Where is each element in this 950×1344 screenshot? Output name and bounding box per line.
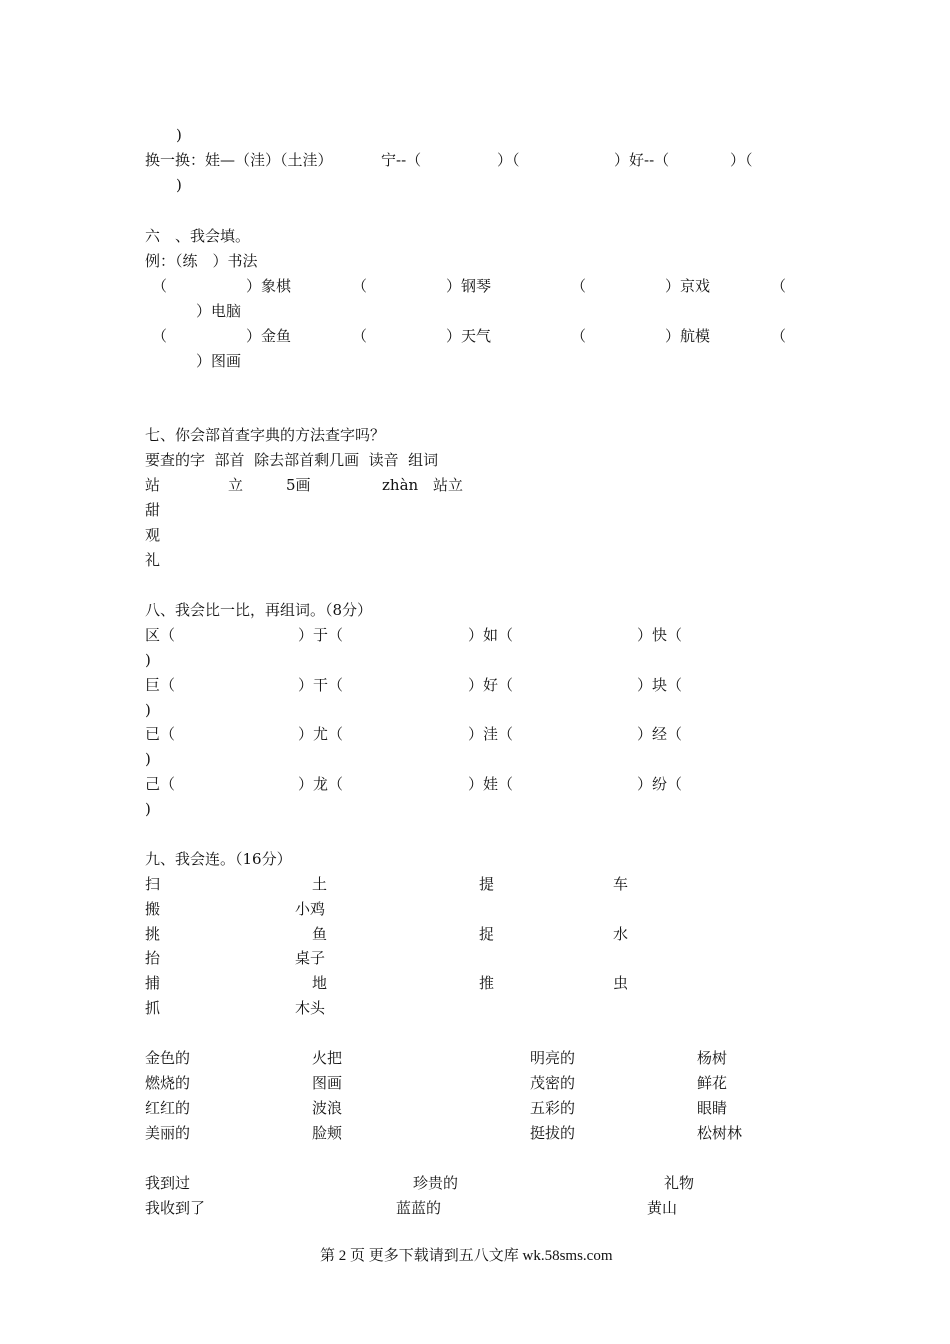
- match-word: 木头: [295, 999, 326, 1017]
- match-word: 脸颊: [312, 1124, 343, 1142]
- compare-cell: ）经（: [637, 725, 683, 743]
- swap-item: ）（: [730, 151, 753, 169]
- compare-cell: ）如（: [468, 626, 514, 644]
- compare-wrap: ): [145, 750, 151, 768]
- fill-cell: （: [352, 277, 368, 295]
- section-heading: 六 、我会填。: [145, 227, 251, 245]
- match-word: 红红的: [145, 1099, 191, 1117]
- fill-cell: ）象棋: [246, 277, 292, 295]
- fill-cell: （: [571, 327, 587, 345]
- match-word: 火把: [312, 1049, 343, 1067]
- section-heading: 七、你会部首查字典的方法查字吗？: [145, 426, 386, 444]
- match-word: 捉: [479, 925, 495, 943]
- match-word: 眼睛: [697, 1099, 728, 1117]
- match-word: 我到过: [145, 1174, 191, 1192]
- swap-item: ）（: [497, 151, 520, 169]
- match-word: 车: [613, 875, 629, 893]
- compare-cell: 已（: [145, 725, 176, 743]
- section-heading: 八、我会比一比，再组词。（8分）: [145, 601, 373, 619]
- match-word: 挑: [145, 925, 161, 943]
- fill-cell: ）金鱼: [246, 327, 292, 345]
- table-cell: 站立: [433, 476, 464, 494]
- compare-wrap: ): [145, 800, 151, 818]
- match-word: 水: [613, 925, 629, 943]
- match-word: 黄山: [647, 1199, 678, 1217]
- match-word: 珍贵的: [413, 1174, 459, 1192]
- match-word: 金色的: [145, 1049, 191, 1067]
- fill-cell: （: [771, 277, 787, 295]
- match-word: 抓: [145, 999, 161, 1017]
- fill-cell: ）图画: [196, 352, 242, 370]
- match-word: 推: [479, 974, 495, 992]
- table-cell: 礼: [145, 551, 161, 569]
- match-word: 土: [312, 875, 328, 893]
- match-word: 挺拔的: [530, 1124, 576, 1142]
- fill-cell: （: [571, 277, 587, 295]
- table-cell: 立: [228, 476, 244, 494]
- match-word: 虫: [613, 974, 629, 992]
- match-word: 蓝蓝的: [396, 1199, 442, 1217]
- fill-cell: ）钢琴: [446, 277, 492, 295]
- section-heading: 九、我会连。（16分）: [145, 850, 292, 868]
- fill-cell: ）航模: [665, 327, 711, 345]
- match-word: 抬: [145, 949, 161, 967]
- match-word: 茂密的: [530, 1074, 576, 1092]
- paren-close: ): [176, 176, 182, 194]
- swap-item: 娃—（洼）（土洼）: [205, 151, 333, 169]
- fill-cell: （: [352, 327, 368, 345]
- match-word: 鲜花: [697, 1074, 728, 1092]
- match-word: 礼物: [664, 1174, 695, 1192]
- table-cell: 甜: [145, 501, 161, 519]
- compare-wrap: ): [145, 651, 151, 669]
- compare-cell: ）块（: [637, 676, 683, 694]
- table-cell: 5画: [286, 476, 311, 494]
- match-word: 燃烧的: [145, 1074, 191, 1092]
- paren-close: ): [176, 126, 182, 144]
- table-cell: 观: [145, 526, 161, 544]
- match-word: 搬: [145, 900, 161, 918]
- match-word: 地: [312, 974, 328, 992]
- match-word: 我收到了: [145, 1199, 206, 1217]
- fill-cell: （: [771, 327, 787, 345]
- fill-cell: （: [152, 277, 168, 295]
- match-word: 小鸡: [295, 900, 326, 918]
- swap-item: 宁--（: [381, 151, 422, 169]
- compare-cell: 巨（: [145, 676, 176, 694]
- compare-wrap: ): [145, 701, 151, 719]
- compare-cell: ）娃（: [468, 775, 514, 793]
- compare-cell: ）纷（: [637, 775, 683, 793]
- fill-cell: （: [152, 327, 168, 345]
- example-line: 例：（练 ）书法: [145, 252, 258, 270]
- compare-cell: ）尤（: [298, 725, 344, 743]
- fill-cell: ）京戏: [665, 277, 711, 295]
- match-word: 捕: [145, 974, 161, 992]
- swap-label: 换一换：: [145, 151, 206, 169]
- compare-cell: 己（: [145, 775, 176, 793]
- compare-cell: 区（: [145, 626, 176, 644]
- table-cell: zhàn: [382, 476, 419, 494]
- match-word: 松树林: [697, 1124, 743, 1142]
- match-word: 美丽的: [145, 1124, 191, 1142]
- page-footer: 第 2 页 更多下载请到五八文库 wk.58sms.com: [320, 1248, 613, 1264]
- match-word: 鱼: [312, 925, 328, 943]
- compare-cell: ）于（: [298, 626, 344, 644]
- match-word: 图画: [312, 1074, 343, 1092]
- match-word: 明亮的: [530, 1049, 576, 1067]
- match-word: 杨树: [697, 1049, 728, 1067]
- table-headers: 要查的字 部首 除去部首剩几画 读音 组词: [145, 451, 439, 469]
- match-word: 桌子: [295, 949, 326, 967]
- table-cell: 站: [145, 476, 161, 494]
- compare-cell: ）好（: [468, 676, 514, 694]
- match-word: 五彩的: [530, 1099, 576, 1117]
- compare-cell: ）洼（: [468, 725, 514, 743]
- match-word: 扫: [145, 875, 161, 893]
- match-word: 提: [479, 875, 495, 893]
- compare-cell: ）干（: [298, 676, 344, 694]
- compare-cell: ）快（: [637, 626, 683, 644]
- swap-item: ）好--（: [614, 151, 670, 169]
- match-word: 波浪: [312, 1099, 343, 1117]
- compare-cell: ）龙（: [298, 775, 344, 793]
- fill-cell: ）电脑: [196, 302, 242, 320]
- fill-cell: ）天气: [446, 327, 492, 345]
